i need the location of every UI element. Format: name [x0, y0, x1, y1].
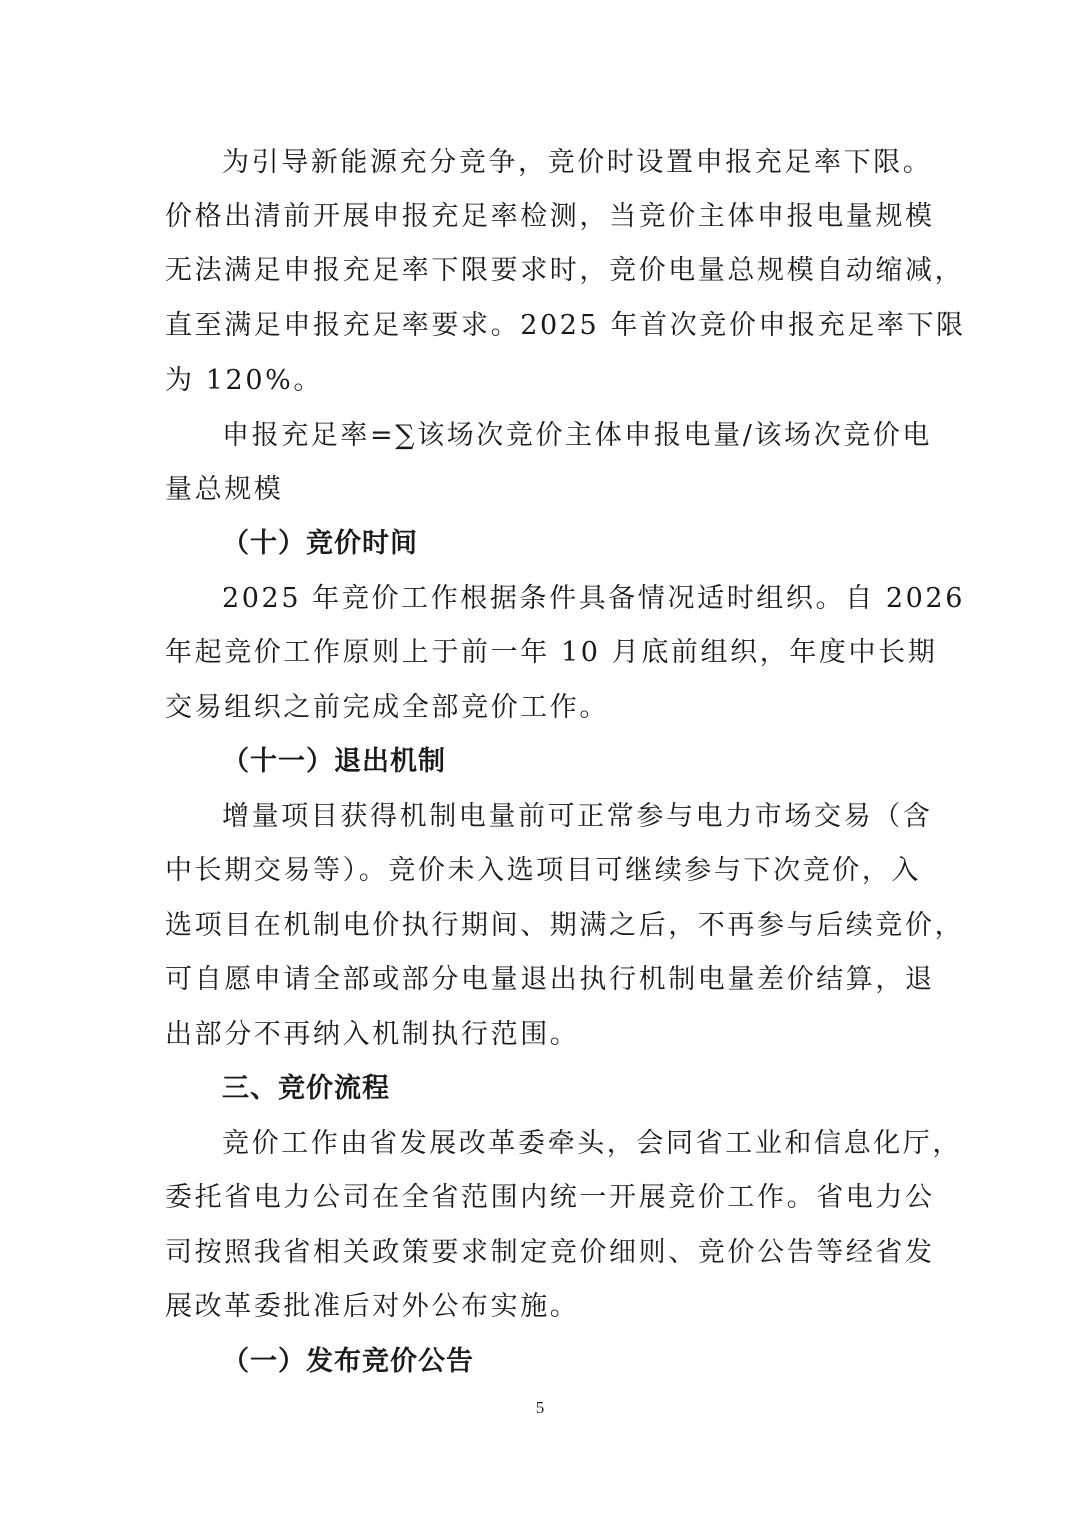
paragraph-line: 司按照我省相关政策要求制定竞价细则、竞价公告等经省发: [165, 1237, 935, 1268]
section-heading-bidding-time: （十）竞价时间: [222, 528, 418, 559]
paragraph-line: 直至满足申报充足率要求。2025 年首次竞价申报充足率下限: [165, 310, 966, 341]
chapter-heading-bidding-process: 三、竞价流程: [222, 1073, 390, 1104]
paragraph-line: 为 120%。: [165, 365, 323, 396]
paragraph-line: 年起竞价工作原则上于前一年 10 月底前组织，年度中长期: [165, 637, 938, 668]
paragraph-line: 无法满足申报充足率下限要求时，竞价电量总规模自动缩减，: [165, 255, 965, 286]
paragraph-line: 出部分不再纳入机制执行范围。: [165, 1019, 580, 1050]
paragraph-line: 竞价工作由省发展改革委牵头，会同省工业和信息化厅，: [222, 1128, 962, 1159]
paragraph-line: 增量项目获得机制电量前可正常参与电力市场交易（含: [222, 801, 933, 832]
section-heading-publish-announcement: （一）发布竞价公告: [222, 1346, 474, 1377]
paragraph-line: 展改革委批准后对外公布实施。: [165, 1291, 580, 1322]
paragraph-line: 价格出清前开展申报充足率检测，当竞价主体申报电量规模: [165, 201, 935, 232]
paragraph-line: 2025 年竞价工作根据条件具备情况适时组织。自 2026: [222, 583, 965, 614]
paragraph-line: 委托省电力公司在全省范围内统一开展竞价工作。省电力公: [165, 1182, 935, 1213]
paragraph-line: 可自愿申请全部或部分电量退出执行机制电量差价结算，退: [165, 964, 935, 995]
formula-line: 量总规模: [165, 474, 284, 505]
paragraph-line: 交易组织之前完成全部竞价工作。: [165, 692, 609, 723]
section-heading-exit-mechanism: （十一）退出机制: [222, 746, 446, 777]
page-number: 5: [535, 1398, 545, 1417]
paragraph-line: 中长期交易等）。竞价未入选项目可继续参与下次竞价，入: [165, 855, 922, 886]
paragraph-line: 选项目在机制电价执行期间、期满之后，不再参与后续竞价，: [165, 910, 965, 941]
formula-line: 申报充足率=∑该场次竞价主体申报电量/该场次竞价电: [222, 420, 932, 451]
paragraph-line: 为引导新能源充分竞争，竞价时设置申报充足率下限。: [222, 147, 933, 178]
